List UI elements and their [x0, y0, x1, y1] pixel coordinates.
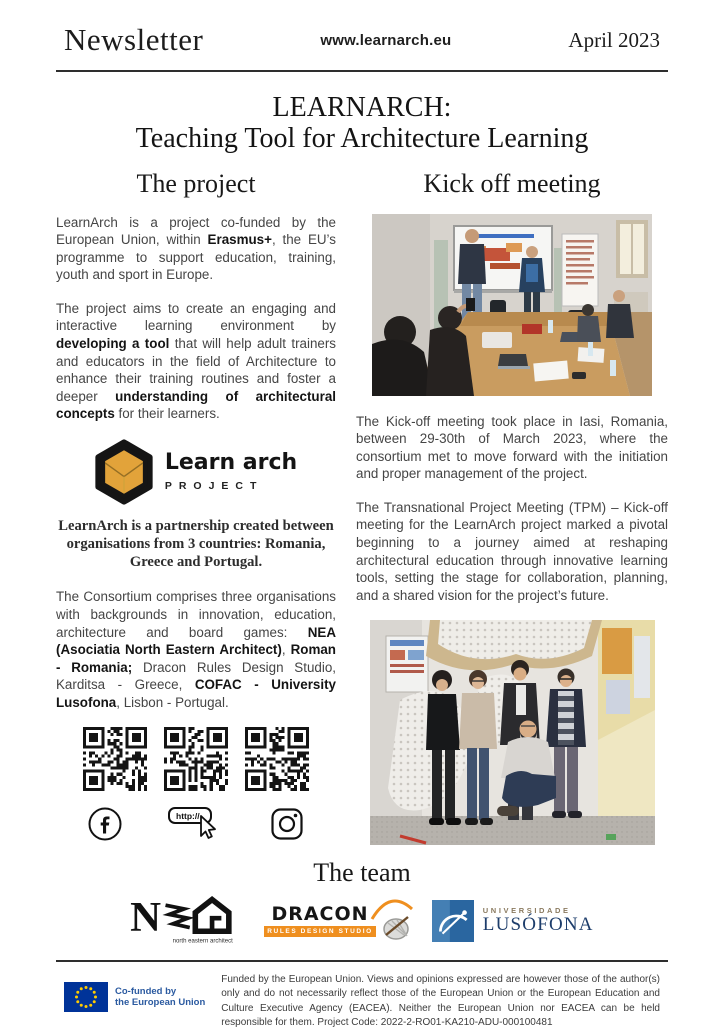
learnarch-hexagon-icon — [95, 439, 153, 505]
team-photo — [370, 620, 655, 845]
learnarch-logo-subtitle: PROJECT — [164, 479, 264, 492]
bold-text: Erasmus+ — [207, 232, 272, 248]
website-icon-label: http:// — [176, 811, 200, 822]
bold-text: Roman - Romania; — [56, 642, 336, 675]
bold-text: COFAC - University Lusofona — [56, 677, 336, 710]
project-paragraph-2 — [56, 300, 336, 423]
text-segment: The project aims to create an engaging and interactive learning environment by — [56, 300, 336, 334]
qr-code-row — [56, 727, 336, 791]
text-segment: that will help adult trainers and educators in the field of Architecture to enhance their training routines and foster a deeper — [56, 336, 336, 404]
learnarch-logo — [56, 439, 336, 505]
bold-text: understanding of architectural concepts — [56, 388, 336, 422]
text-segment: , — [281, 642, 291, 658]
instagram-icon[interactable] — [269, 806, 305, 842]
website-link[interactable]: www.learnarch.eu — [320, 31, 452, 49]
kickoff-heading: Kick off meeting — [423, 168, 601, 198]
cofunded-label — [115, 986, 205, 1009]
dracon-logo-name: DRACON — [271, 903, 369, 926]
team-section — [56, 858, 668, 948]
lusofona-logo-line1: UNIVERSIDADE — [482, 906, 571, 916]
kickoff-meeting-photo — [372, 214, 652, 396]
newsletter-brand: Newsletter — [64, 22, 204, 57]
lusofona-logo-text — [483, 906, 594, 936]
facebook-icon[interactable] — [87, 806, 123, 842]
header — [56, 16, 668, 72]
nea-logo — [130, 894, 242, 948]
eu-flag-icon — [64, 982, 108, 1012]
kickoff-paragraph-1: The Kick-off meeting took place in Iasi, Romania, between 29-30th of March 2023, where the consortium met to move forward with the initiation and proper management of the project. — [356, 413, 668, 482]
dracon-hand-icon — [370, 897, 414, 945]
lusofona-compass-icon — [432, 900, 474, 942]
issue-date: April 2023 — [568, 27, 660, 52]
cofunded-line1: Co-funded by — [115, 985, 177, 997]
footer — [56, 960, 668, 1030]
right-column — [356, 169, 668, 845]
website-icon[interactable] — [167, 804, 225, 844]
text-segment: LearnArch is a project co-funded by the European Union, within — [56, 214, 336, 248]
qr-code-website[interactable] — [164, 727, 228, 791]
lusofona-logo — [432, 900, 594, 942]
bold-text: NEA (Asociatia North Eastern Architect) — [56, 624, 336, 658]
text-segment: , Lisbon - Portugal. — [116, 694, 229, 710]
team-heading: The team — [313, 858, 411, 888]
nea-logo-letter: N — [130, 894, 162, 942]
page-title — [56, 92, 668, 155]
text-segment: Dracon Rules Design Studio, Karditsa - Greece, — [56, 659, 336, 693]
team-logos-row — [56, 894, 668, 948]
qr-code-instagram[interactable] — [245, 727, 309, 791]
nea-logo-subtext: north eastern architect — [172, 938, 234, 945]
bold-text: developing a tool — [56, 336, 170, 351]
project-paragraph-1 — [56, 214, 336, 284]
dracon-logo — [264, 905, 410, 937]
learnarch-logo-name: Learn arch — [164, 449, 298, 475]
dracon-logo-subtext: RULES DESIGN STUDIO — [264, 926, 376, 937]
qr-code-facebook[interactable] — [83, 727, 147, 791]
project-heading: The project — [136, 168, 256, 198]
funding-disclaimer: Funded by the European Union. Views and opinions expressed are however those of the author(s) only and do not necessarily reflect those of the European Union or the European Education and Culture Executive Agency (EACEA). Neither the European Union nor EACEA can be held responsible for them. Project Code: 2022-2-RO01-KA210-ADU-000100481 — [221, 974, 660, 1028]
consortium-paragraph — [56, 588, 336, 711]
text-segment: The Consortium comprises three organisations with backgrounds in innovation, education, architecture and board games: — [56, 589, 336, 640]
text-segment: for their learners. — [114, 406, 220, 422]
lusofona-logo-line2: LUSÓFONA — [482, 914, 594, 936]
content-columns — [56, 169, 668, 845]
left-column — [56, 169, 336, 845]
partnership-statement: LearnArch is a partnership created between organisations from 3 countries: Romania, Greece and Portugal. — [58, 517, 334, 571]
kickoff-paragraph-2: The Transnational Project Meeting (TPM) – Kick-off meeting for the LearnArch project marked a pivotal beginning to a journey aimed at reshaping architectural education through innovative learning tools, setting the stage for collaboration, planning, and a shared vision for the project’s future. — [356, 499, 668, 603]
eu-cofunded-block — [64, 982, 205, 1012]
social-icons-row — [87, 804, 305, 844]
page-title-line2: Teaching Tool for Architecture Learning — [135, 123, 589, 155]
text-segment: , the EU’s programme to support education, training, youth and sport in Europe. — [56, 232, 336, 283]
page-title-line1: LEARNARCH: — [272, 92, 452, 123]
learnarch-logo-text — [164, 449, 298, 492]
cofunded-line2: the European Union — [115, 997, 206, 1009]
